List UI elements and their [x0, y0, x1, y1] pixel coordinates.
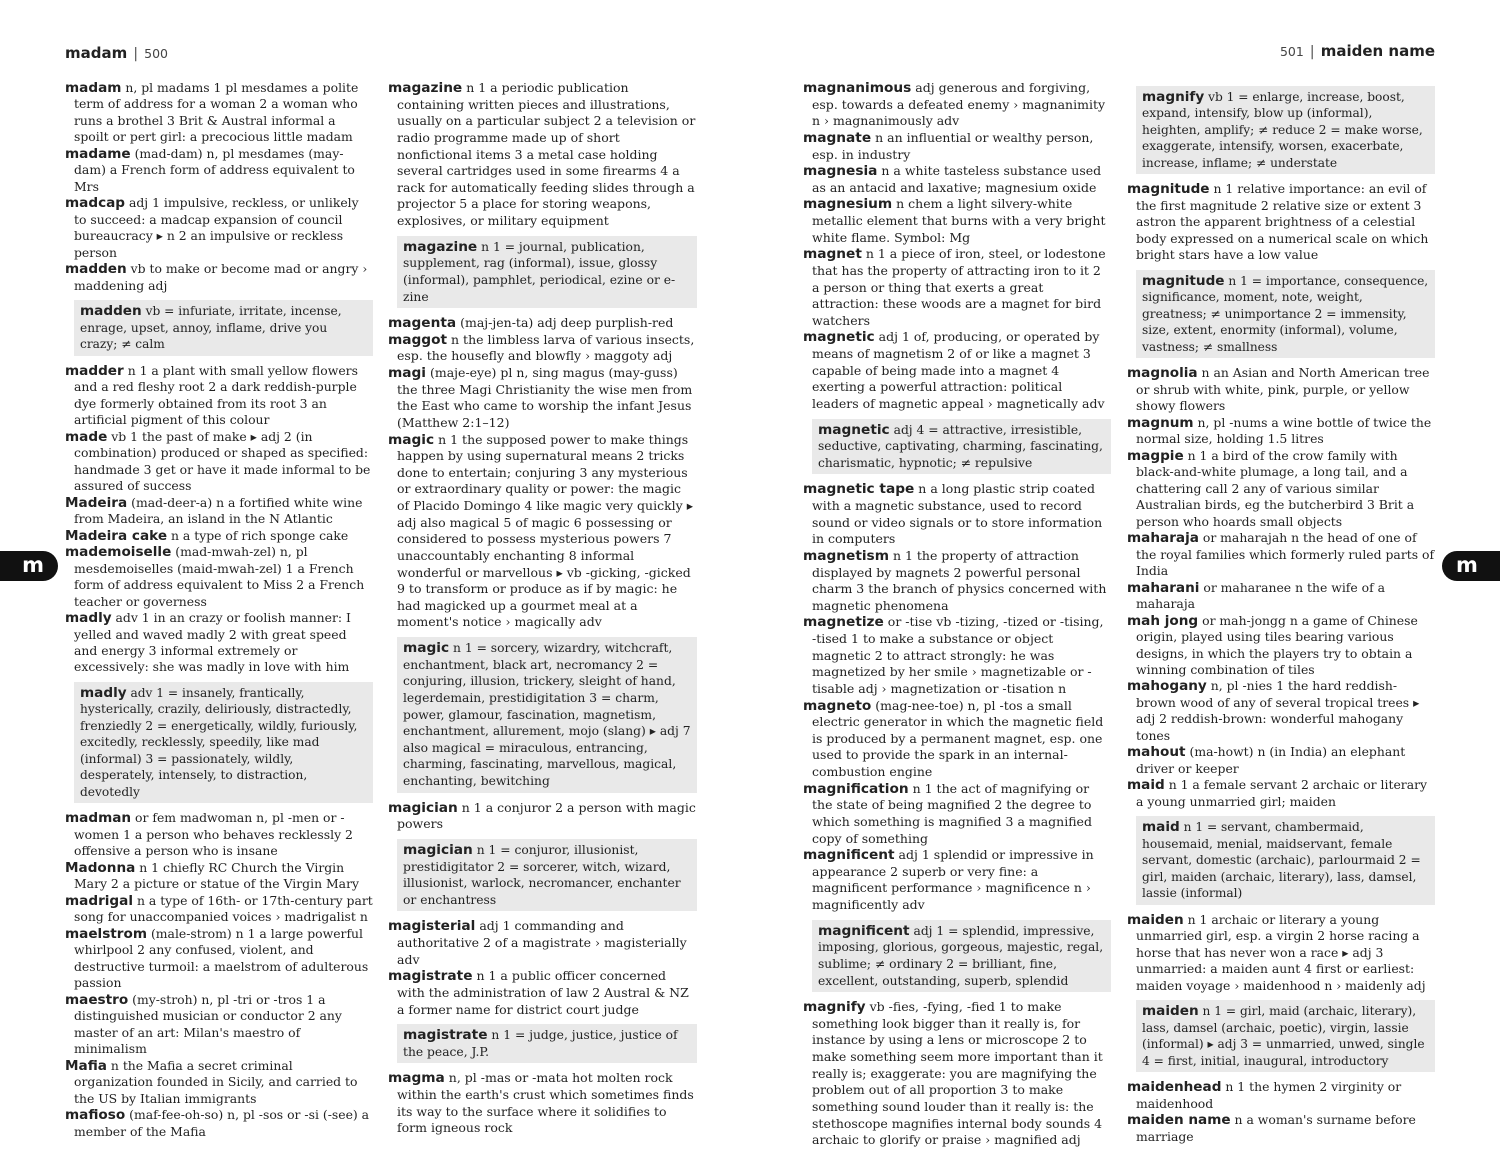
definition: n the Mafia a secret criminal organization founded in Sicily, and carried to the US by Italian immigrants [74, 1057, 358, 1106]
dictionary-entry [1127, 415, 1435, 448]
definition: n a white tasteless substance used as an antacid and laxative; magnesium oxide [812, 163, 1102, 195]
headword: maid [1127, 777, 1165, 794]
definition: n 1 = judge, justice, justice of the peace, J.P. [403, 1028, 678, 1059]
definition: n 1 = journal, publication, supplement, rag (informal), issue, glossy (informal), pamphlet, periodical, ezine or e-zine [403, 239, 676, 304]
dictionary-entry [803, 329, 1111, 412]
definition: n 1 the hymen 2 virginity or maidenhood [1136, 1079, 1402, 1111]
headword: magnolia [1127, 365, 1198, 382]
dictionary-entry [65, 363, 373, 429]
definition: adj 1 impulsive, reckless, or unlikely to succeed: a madcap expansion of council bureaucracy ▸ n 2 an impulsive or reckless person [74, 195, 359, 260]
dictionary-entry [803, 781, 1111, 848]
definition: n 1 a conjuror 2 a person with magic powers [397, 799, 696, 832]
headword: Madeira [65, 494, 128, 511]
definition: n 1 a public officer concerned with the administration of law 2 Austral & NZ a former name for district court judge [397, 968, 689, 1017]
dictionary-entry [65, 610, 373, 676]
headword: madder [65, 362, 124, 379]
thesaurus-box [1136, 1000, 1435, 1072]
headword: magic [388, 431, 435, 448]
dictionary-entry [388, 365, 697, 432]
thesaurus-box [397, 1024, 697, 1063]
dictionary-entry [65, 261, 373, 294]
definition: (my-stroh) n, pl -tri or -tros 1 a distinguished musician or conductor 2 any master of an art: Milan's maestro of minimalism [74, 991, 342, 1057]
headword: magnification [803, 780, 909, 797]
headword: magma [388, 1070, 445, 1087]
definition: n 1 = conjuror, illusionist, prestidigitator 2 = sorcerer, witch, wizard, illusionist, warlock, necromancer, enchanter or enchantress [403, 842, 681, 907]
dictionary-entry [65, 926, 373, 992]
headword: maiden [1127, 911, 1184, 928]
column-3 [803, 80, 1111, 1149]
dictionary-entry [1127, 613, 1435, 679]
definition: or mah-jongg n a game of Chinese origin, played using tiles bearing various designs, in which the players try to obtain a winning combination of tiles [1136, 612, 1418, 677]
dictionary-entry [803, 614, 1111, 697]
headword: magnanimous [803, 80, 912, 96]
page-number: 500 [144, 46, 168, 61]
headword: magi [388, 365, 426, 381]
definition: adj 1 of, producing, or operated by means of magnetism 2 of or like a magnet 3 capable of being made into a magnet 4 exerting a powerful attraction: political leaders of magnetic appeal › magnetically adv [812, 329, 1105, 411]
definition: vb 1 = enlarge, increase, boost, expand, intensify, blow up (informal), heighten, amplify; ≠ reduce 2 = make worse, exaggerate, intensify, worsen, exacerbate, increase, inflame; ≠ understate [1142, 90, 1423, 170]
headword: maiden name [1127, 1112, 1231, 1129]
dictionary-entry [803, 847, 1111, 914]
thesaurus-box [74, 300, 373, 355]
headword: madden [65, 261, 127, 278]
headword: maiden [1142, 1003, 1199, 1020]
headword: maharani [1127, 579, 1200, 596]
dictionary-entry [803, 999, 1111, 1149]
dictionary-entry [803, 698, 1111, 781]
headword: maidenhead [1127, 1079, 1222, 1096]
headword: magician [403, 841, 473, 858]
page-number: 501 [1279, 44, 1304, 59]
definition: (mad-mwah-zel) n, pl mesdemoiselles (maid-mwah-zel) 1 a French form of address equivalent to Miss 2 a French teacher or governess [74, 544, 365, 609]
definition: n a type of 16th- or 17th-century part song for unaccompanied voices › madrigalist n [74, 892, 373, 925]
definition: adj generous and forgiving, esp. towards a defeated enemy › magnanimity n › magnanimously adv [812, 80, 1106, 129]
dictionary-entry [1127, 1112, 1435, 1145]
header-separator: | [133, 46, 139, 62]
headword: maelstrom [65, 925, 148, 942]
definition: n 1 the act of magnifying or the state of being magnified 2 the degree to which something is magnified 3 a magnified copy of something [812, 780, 1092, 846]
dictionary-entry [388, 918, 697, 968]
headword: madcap [65, 195, 126, 212]
thesaurus-box [74, 682, 373, 803]
dictionary-entry [388, 1070, 697, 1137]
dictionary-entry [1127, 1079, 1435, 1112]
definition: (male-strom) n 1 a large powerful whirlpool 2 any confused, violent, and destructive turmoil: a maelstrom of adulterous passion [74, 925, 369, 991]
page-header-left [65, 44, 168, 62]
headword: Madeira cake [65, 527, 168, 544]
dictionary-entry [803, 130, 1111, 163]
definition: n a woman's surname before marriage [1136, 1112, 1416, 1144]
headword: madame [65, 145, 131, 162]
dictionary-entry [65, 495, 373, 528]
headword: magnetic [818, 421, 890, 438]
definition: n 1 = servant, chambermaid, housemaid, menial, maidservant, female servant, domestic (archaic), parlourmaid 2 = girl, maiden (archaic, literary), lass, damsel, lassie (informal) [1142, 820, 1421, 901]
headword: madman [65, 810, 132, 827]
definition: n, pl -nies 1 the hard reddish-brown wood of any of several tropical trees ▸ adj 2 reddish-brown: wonderful mahogany tones [1136, 678, 1420, 743]
headword: madly [65, 610, 112, 627]
headword: magnum [1127, 414, 1194, 431]
headword: magician [388, 799, 458, 816]
headword: Mafia [65, 1057, 107, 1074]
definition: n 1 = importance, consequence, significance, moment, note, weight, greatness; ≠ unimportance 2 = immensity, size, extent, enormity (informal), volume, vastness; ≠ smallness [1142, 273, 1429, 354]
headword: maharaja [1127, 530, 1199, 547]
dictionary-entry [65, 1058, 373, 1107]
dictionary-entry [1127, 448, 1435, 530]
definition: adv 1 = insanely, frantically, hysterically, crazily, deliriously, distractedly, frenziedly 2 = energetically, wildly, furiously, excitedly, recklessly, speedily, like mad (informal) 3 = passionately, wildly, desperately, intensely, to distraction, devotedly [80, 685, 358, 799]
page-header-right [1280, 42, 1435, 60]
definition: (maje-eye) pl n, sing magus (may-guss) the three Magi Christianity the wise men from the East who came to worship the infant Jesus (Matthew 2:1–12) [397, 365, 693, 430]
thesaurus-box [1136, 86, 1435, 174]
headword: magenta [388, 315, 457, 332]
thumb-index-letter: m [1456, 553, 1478, 577]
thesaurus-box [397, 839, 697, 912]
definition: n an influential or wealthy person, esp. in industry [812, 129, 1094, 162]
dictionary-entry [65, 544, 373, 610]
headword: mafioso [65, 1107, 126, 1124]
headword: madden [80, 303, 142, 320]
definition: n 1 chiefly RC Church the Virgin Mary 2 a picture or statue of the Virgin Mary [74, 859, 359, 892]
dictionary-entry [65, 1107, 373, 1140]
definition: or maharanee n the wife of a maharaja [1136, 579, 1386, 612]
dictionary-entry [1127, 365, 1435, 414]
definition: n 1 a plant with small yellow flowers and a red fleshy root 2 a dark reddish-purple dye formerly obtained from its root 3 an artificial pigment of this colour [74, 362, 358, 428]
dictionary-entry [65, 992, 373, 1058]
headword: madly [80, 684, 127, 701]
definition: n, pl madams 1 pl mesdames a polite term of address for a woman 2 a woman who runs a brothel 3 Brit & Austral informal a spoilt or pert girl: a precocious little madam [74, 80, 359, 145]
thesaurus-box [1136, 816, 1435, 904]
headword: magistrate [403, 1027, 488, 1044]
headword: maestro [65, 991, 129, 1008]
headword: magnify [803, 999, 866, 1016]
headword: magnesia [803, 163, 878, 180]
definition: n a type of rich sponge cake [171, 527, 349, 543]
headword: magpie [1127, 447, 1184, 464]
headword: magnitude [1127, 181, 1210, 198]
definition: or fem madwoman n, pl -men or -women 1 a person who behaves recklessly 2 offensive a person who is insane [74, 810, 353, 859]
headword: magazine [403, 238, 478, 255]
headword: Madonna [65, 859, 136, 876]
dictionary-entry [65, 860, 373, 893]
running-head-word: madam [65, 44, 128, 62]
dictionary-entry [65, 810, 373, 859]
definition: n a long plastic strip coated with a magnetic substance, used to record sound or video signals or to store information in computers [812, 481, 1103, 547]
headword: madrigal [65, 892, 133, 909]
dictionary-entry [65, 893, 373, 926]
definition: n 1 a piece of iron, steel, or lodestone that has the property of attracting iron to it 2 a person or thing that exerts a great attraction: these woods are a magnet for bird watchers [812, 246, 1106, 328]
headword: magnificent [803, 847, 895, 864]
headword: magnetic tape [803, 481, 915, 498]
definition: (mad-dam) n, pl mesdames (may-dam) a French form of address equivalent to Mrs [74, 145, 355, 194]
dictionary-entry [1127, 744, 1435, 777]
definition: n 1 relative importance: an evil of the first magnitude 2 relative size or extent 3 astron the apparent brightness of a celestial body expressed on a numerical scale on which bright stars have a low value [1136, 181, 1429, 263]
running-head-word: maiden name [1320, 42, 1435, 60]
definition: adj 1 commanding and authoritative 2 of a magistrate › magisterially adv [397, 918, 687, 967]
dictionary-entry [65, 80, 373, 146]
headword: magnetic [803, 329, 875, 346]
headword: magisterial [388, 918, 476, 935]
dictionary-entry [1127, 580, 1435, 613]
thesaurus-box [812, 419, 1111, 475]
dictionary-entry [1127, 530, 1435, 579]
headword: maggot [388, 331, 448, 348]
headword: maid [1142, 819, 1180, 836]
headword: magnetize [803, 614, 884, 631]
definition: or maharajah n the head of one of the royal families which formerly ruled parts of India [1136, 530, 1435, 579]
definition: n the limbless larva of various insects, esp. the housefly and blowfly › maggoty adj [397, 331, 695, 364]
dictionary-entry [803, 80, 1111, 130]
definition: n 1 a bird of the crow family with black-and-white plumage, a long tail, and a chattering call 2 any of various similar Australian birds, eg the butcherbird 3 Brit a person who hoards small objects [1136, 447, 1415, 529]
headword: magnificent [818, 922, 910, 939]
column-1 [65, 80, 373, 1140]
dictionary-entry [1127, 181, 1435, 263]
headword: mahout [1127, 744, 1186, 761]
thesaurus-box [397, 236, 697, 309]
dictionary-entry [65, 429, 373, 495]
definition: n 1 the supposed power to make things happen by using supernatural means 2 tricks done to entertain; conjuring 3 any mysterious or extraordinary quality or power: the magic of Placido Domingo 4 like magic very quickly ▸ adj also magical 5 of magic 6 possessing or considered to possess mysterious powers 7 unaccountably enchanting 8 informal wonderful or marvellous ▸ vb -gicking, -gicked 9 to transform or produce as if by magic: he had magicked up a gourmet meal at a moment's notice › magically adv [397, 431, 693, 630]
dictionary-entry [1127, 678, 1435, 744]
definition: adv 1 in an crazy or foolish manner: I yelled and waved madly 2 with great speed and energy 3 informal extremely or excessively: she was madly in love with him [74, 610, 351, 675]
thumb-index-tab-right [1442, 551, 1500, 581]
definition: (maj-jen-ta) adj deep purplish-red [460, 315, 674, 331]
headword: magic [403, 640, 450, 656]
headword: magnitude [1142, 272, 1225, 289]
dictionary-entry [803, 246, 1111, 329]
definition: n, pl -nums a wine bottle of twice the normal size, holding 1.5 litres [1136, 414, 1432, 447]
dictionary-entry [803, 548, 1111, 615]
headword: magnify [1142, 89, 1205, 105]
definition: vb -fies, -fying, -fied 1 to make something look bigger than it really is, for instance by using a lens or microscope 2 to make something seem more important than it really is; exaggerate: you are magnifying the problem out of all proportion 3 to make something sound louder than it really is: the stethoscope magnifies internal body sounds 4 archaic to glorify or praise › magnified adj [812, 999, 1103, 1148]
dictionary-entry [388, 432, 697, 632]
thesaurus-box [1136, 270, 1435, 358]
right-page [750, 0, 1500, 1169]
dictionary-entry [65, 195, 373, 261]
definition: n chem a light silvery-white metallic element that burns with a very bright white flame. Symbol: Mg [812, 196, 1106, 245]
headword: magnet [803, 246, 862, 263]
headword: magneto [803, 697, 872, 714]
column-4 [1127, 80, 1435, 1145]
definition: n 1 the property of attraction displayed by magnets 2 powerful personal charm 3 the branch of physics concerned with magnetic phenomena [812, 547, 1107, 613]
dictionary-entry [388, 968, 697, 1018]
definition: n 1 archaic or literary a young unmarried girl, esp. a virgin 2 horse racing a horse that has never won a race ▸ adj 3 unmarried: a maiden aunt 4 first or earliest: maiden voyage › maidenhood n › maidenly adj [1136, 911, 1426, 993]
headword: magnesium [803, 196, 893, 213]
definition: vb = infuriate, irritate, incense, enrage, upset, annoy, inflame, drive you crazy; ≠ calm [80, 304, 342, 352]
dictionary-entry [65, 146, 373, 195]
definition: (maf-fee-oh-so) n, pl -sos or -si (-see) a member of the Mafia [74, 1107, 370, 1139]
definition: (mag-nee-toe) n, pl -tos a small electric generator in which the magnetic field is produced by a permanent magnet, esp. one used to provide the spark in an internal-combustion engine [812, 697, 1104, 779]
thumb-index-tab-left [0, 551, 58, 581]
dictionary-entry [1127, 912, 1435, 994]
dictionary-entry [803, 196, 1111, 246]
definition: n, pl -mas or -mata hot molten rock within the earth's crust which sometimes finds its way to the surface where it solidifies to form igneous rock [397, 1070, 694, 1136]
definition: n 1 a periodic publication containing written pieces and illustrations, usually on a particular subject 2 a television or radio programme made up of short nonfictional items 3 a metal case holding several cartridges used in some firearms 4 a rack for automatically feeding slides through a projector 5 a place for storing weapons, explosives, or military equipment [397, 80, 696, 228]
definition: (mad-deer-a) n a fortified white wine from Madeira, an island in the N Atlantic [74, 494, 363, 527]
headword: mahogany [1127, 678, 1207, 695]
headword: madam [65, 80, 122, 96]
column-2 [388, 80, 697, 1137]
definition: adj 1 = splendid, impressive, imposing, glorious, gorgeous, majestic, regal, sublime; ≠ ordinary 2 = brilliant, fine, excellent, outstanding, superb, splendid [818, 923, 1104, 988]
thesaurus-box [397, 637, 697, 793]
dictionary-entry [388, 332, 697, 365]
dictionary-entry [388, 315, 697, 332]
dictionary-entry [388, 80, 697, 230]
headword: magnate [803, 129, 872, 146]
dictionary-entry [803, 481, 1111, 548]
dictionary-entry [65, 528, 373, 544]
definition: vb to make or become mad or angry › maddening adj [74, 261, 368, 293]
thumb-index-letter: m [22, 553, 44, 577]
definition: n 1 a female servant 2 archaic or literary a young unmarried girl; maiden [1136, 777, 1428, 809]
definition: n 1 = sorcery, wizardry, witchcraft, enchantment, black art, necromancy 2 = conjuring, illusion, trickery, sleight of hand, legerdemain, prestidigitation 3 = charm, power, glamour, fascination, magnetism, enchantment, allurement, mojo (slang) ▸ adj 7 also magical = miraculous, entrancing, charming, fascinating, marvellous, magical, enchanting, bewitching [403, 641, 691, 788]
definition: vb 1 the past of make ▸ adj 2 (in combination) produced or shaped as specified: handmade 3 get or have it made informal to be assured of success [74, 428, 371, 494]
headword: magnetism [803, 547, 889, 564]
definition: (ma-howt) n (in India) an elephant driver or keeper [1136, 744, 1406, 776]
definition: n an Asian and North American tree or shrub with white, pink, purple, or yellow showy flowers [1136, 365, 1430, 414]
definition: or -tise vb -tizing, -tized or -tising, -tised 1 to make a substance or object magnetic 2 to attract strongly: he was magnetized by her smile › magnetizable or -tisable adj › magnetization or -tisation n [812, 614, 1104, 696]
definition: adj 1 splendid or impressive in appearance 2 superb or very fine: a magnificent performance › magnificence n › magnificently adv [812, 847, 1094, 912]
thesaurus-box [812, 920, 1111, 993]
headword: mah jong [1127, 612, 1199, 629]
headword: magistrate [388, 968, 473, 985]
header-separator: | [1309, 44, 1315, 60]
headword: magazine [388, 80, 463, 96]
dictionary-entry [803, 163, 1111, 196]
headword: made [65, 428, 108, 445]
definition: adj 4 = attractive, irresistible, seductive, captivating, charming, fascinating, charismatic, hypnotic; ≠ repulsive [818, 422, 1103, 470]
dictionary-entry [1127, 777, 1435, 810]
definition: n 1 = girl, maid (archaic, literary), lass, damsel (archaic, poetic), virgin, lassie (informal) ▸ adj 3 = unmarried, unwed, single 4 = first, initial, inaugural, introductory [1142, 1004, 1425, 1068]
headword: mademoiselle [65, 544, 172, 561]
dictionary-entry [388, 800, 697, 833]
